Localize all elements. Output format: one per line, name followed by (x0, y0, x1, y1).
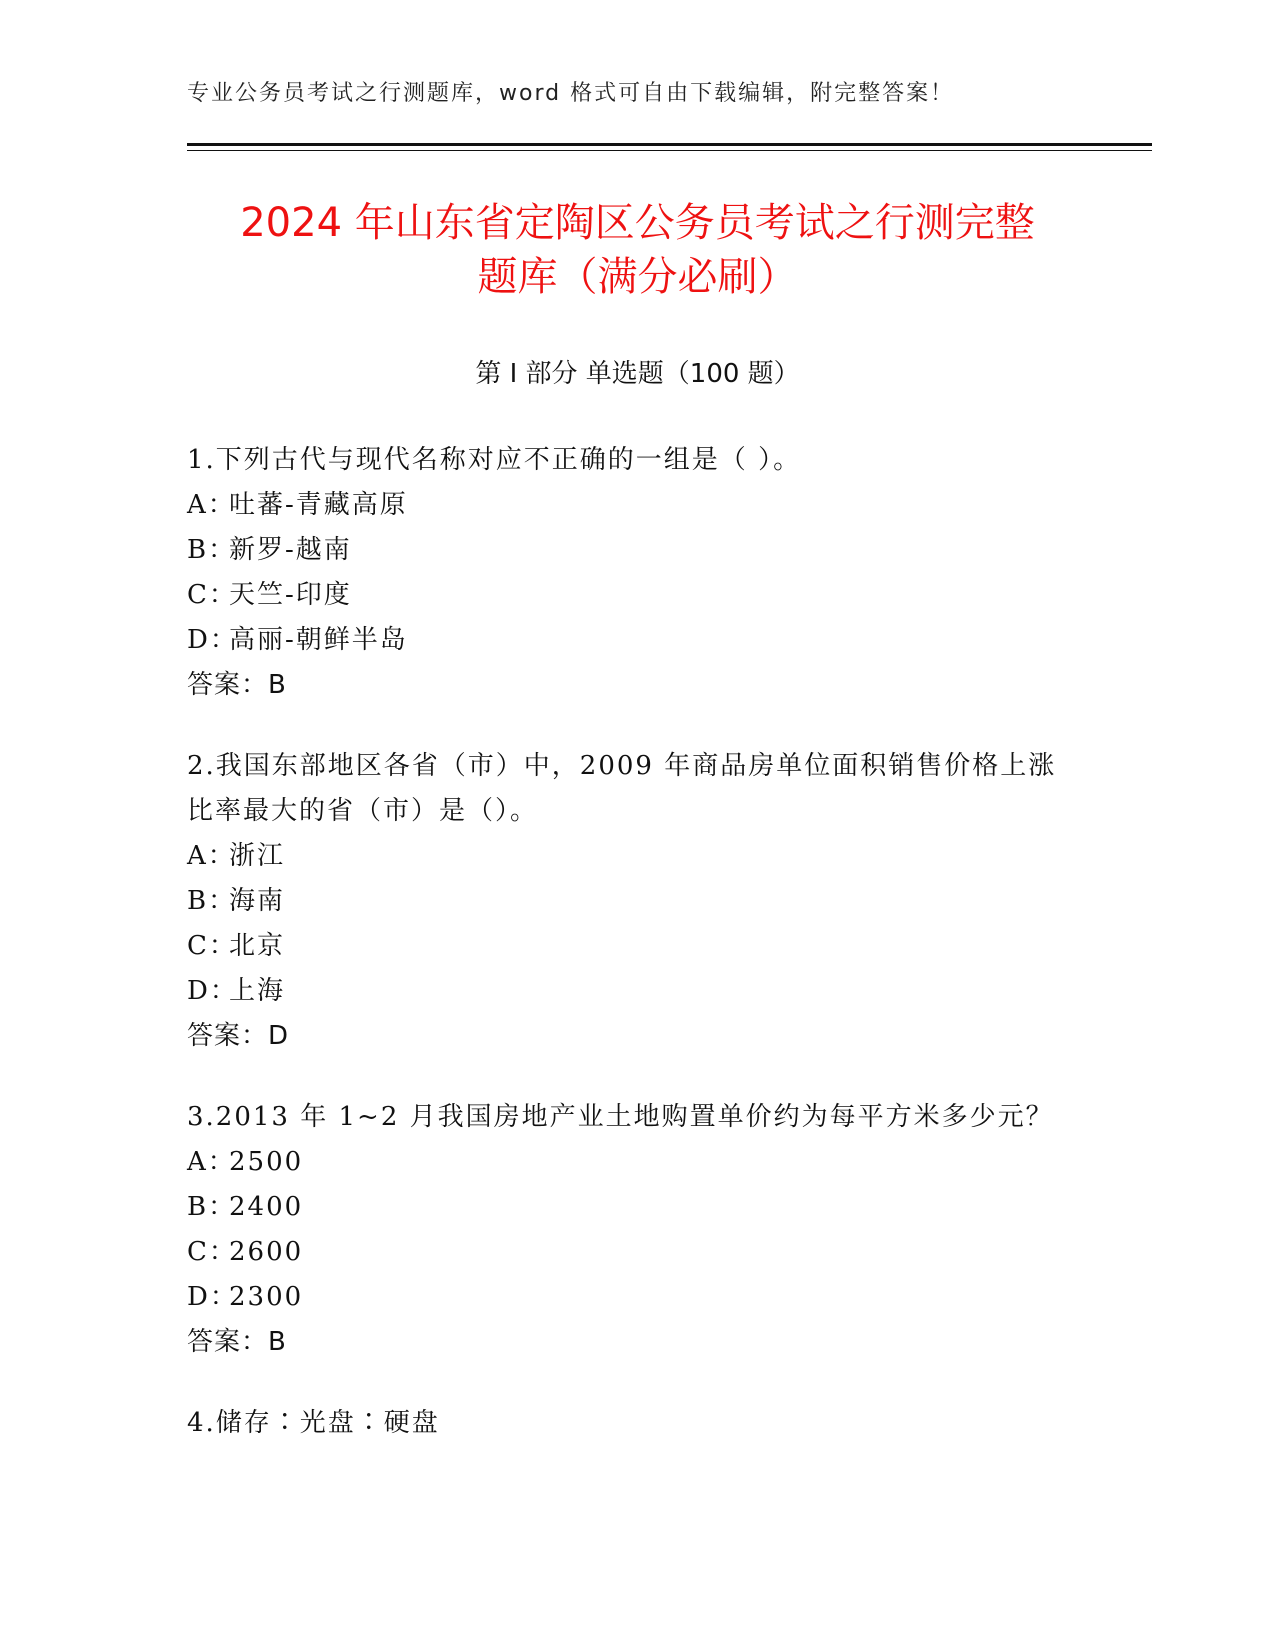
option-letter: A： (187, 1147, 236, 1177)
option-letter: A： (187, 490, 236, 520)
question-4 (187, 1401, 1067, 1446)
header-note: 专业公务员考试之行测题库，word 格式可自由下载编辑，附完整答案！ (187, 81, 955, 106)
option-a (187, 483, 1067, 528)
option-c (187, 924, 1067, 969)
section-heading: 第 I 部分 单选题（100 题） (475, 359, 800, 389)
option-d (187, 969, 1067, 1014)
option-c (187, 1230, 1067, 1275)
option-text: 海南 (229, 886, 286, 916)
option-text: 2600 (229, 1237, 304, 1267)
title-line-1: 2024 年山东省定陶区公务员考试之行测完整 (240, 200, 1035, 246)
question-list (187, 438, 1067, 1482)
header-rule-thick (187, 143, 1152, 146)
option-letter: B： (187, 1192, 237, 1222)
option-a (187, 834, 1067, 879)
option-letter: D： (187, 625, 238, 655)
option-text: 2400 (229, 1192, 304, 1222)
option-text: 浙江 (229, 841, 286, 871)
option-letter: A： (187, 841, 236, 871)
question-2 (187, 744, 1067, 1059)
question-stem: 1.下列古代与现代名称对应不正确的一组是（ ）。 (187, 445, 802, 475)
option-letter: B： (187, 535, 237, 565)
option-b (187, 528, 1067, 573)
document-title (150, 196, 1125, 304)
option-letter: D： (187, 976, 238, 1006)
option-a (187, 1140, 1067, 1185)
question-1 (187, 438, 1067, 708)
option-letter: C： (187, 931, 237, 961)
option-c (187, 573, 1067, 618)
option-text: 上海 (229, 976, 286, 1006)
option-letter: C： (187, 580, 237, 610)
option-letter: D： (187, 1282, 238, 1312)
header-rule-thin (187, 150, 1152, 151)
option-text: 高丽-朝鲜半岛 (229, 625, 408, 655)
option-text: 2300 (229, 1282, 304, 1312)
option-d (187, 1275, 1067, 1320)
question-3 (187, 1095, 1067, 1365)
option-text: 天竺-印度 (229, 580, 352, 610)
answer-line: 答案：B (187, 670, 287, 700)
option-text: 北京 (229, 931, 286, 961)
option-d (187, 618, 1067, 663)
option-text: 2500 (229, 1147, 304, 1177)
answer-line: 答案：D (187, 1021, 290, 1051)
question-stem: 2.我国东部地区各省（市）中，2009 年商品房单位面积销售价格上涨比率最大的省（市）是（）。 (187, 751, 1057, 826)
option-b (187, 879, 1067, 924)
option-text: 新罗-越南 (229, 535, 352, 565)
answer-line: 答案：B (187, 1327, 287, 1357)
question-stem: 3.2013 年 1~2 月我国房地产业土地购置单价约为每平方米多少元？ (187, 1102, 1054, 1132)
option-b (187, 1185, 1067, 1230)
title-line-2: 题库（满分必刷） (477, 254, 798, 300)
option-letter: C： (187, 1237, 237, 1267)
option-text: 吐蕃-青藏高原 (229, 490, 408, 520)
option-letter: B： (187, 886, 237, 916)
question-stem: 4.储存∶光盘∶硬盘 (187, 1408, 440, 1438)
